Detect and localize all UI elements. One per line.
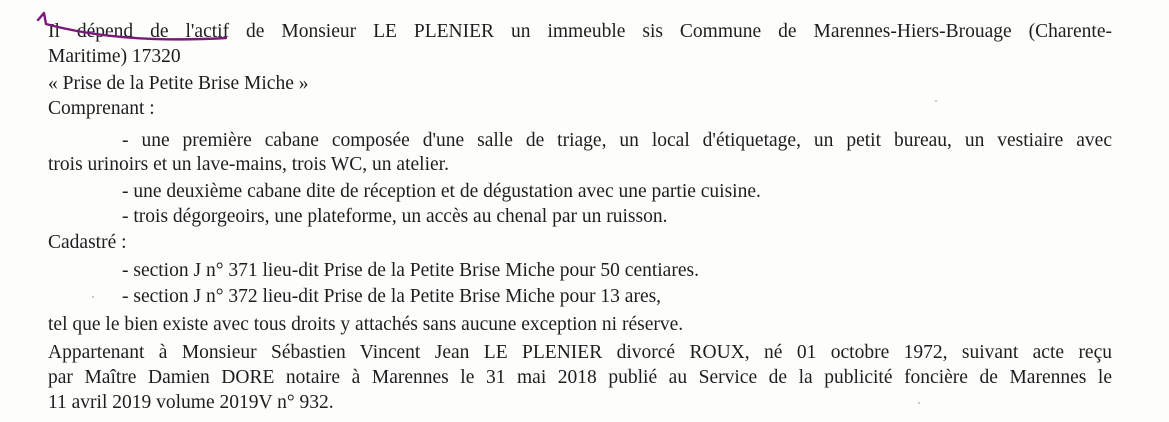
condition-line: tel que le bien existe avec tous droits y attachés sans aucune exception ni réserve. (48, 314, 684, 335)
item-2: - une deuxième cabane dite de réception et de dégustation avec une partie cuisine. (122, 181, 761, 202)
ownership-line-1: Appartenant à Monsieur Sébastien Vincent Jean LE PLENIER divorcé ROUX, né 01 octobre 1972, suivant acte reçu (48, 342, 1112, 363)
item-1-line-1: - une première cabane composée d'une salle de triage, un local d'étiquetage, un petit bureau, un vestiaire avec (122, 130, 1112, 151)
intro-line-2: Maritime) 17320 (48, 46, 181, 67)
cadastre-section-2: - section J n° 372 lieu-dit Prise de la Petite Brise Miche pour 13 ares, (122, 286, 662, 307)
property-name: « Prise de la Petite Brise Miche » (48, 73, 309, 94)
intro-line-1: Il dépend de l'actif de Monsieur LE PLENIER un immeuble sis Commune de Marennes-Hiers-Brouage (Charente- (48, 21, 1112, 42)
scan-speck (918, 402, 920, 404)
comprenant-label: Comprenant : (48, 98, 155, 119)
ownership-line-2: par Maître Damien DORE notaire à Marennes le 31 mai 2018 publié au Service de la publicité foncière de Marennes le (48, 367, 1112, 388)
ownership-line-3: 11 avril 2019 volume 2019V n° 932. (48, 392, 334, 413)
cadastre-section-1: - section J n° 371 lieu-dit Prise de la Petite Brise Miche pour 50 centiares. (122, 260, 699, 281)
item-1-line-2: trois urinoirs et un lave-mains, trois WC, un atelier. (48, 154, 449, 175)
cadastre-label: Cadastré : (48, 232, 127, 253)
scan-speck (92, 296, 94, 298)
scan-speck (935, 100, 937, 102)
item-3: - trois dégorgeoirs, une plateforme, un accès au chenal par un ruisson. (122, 206, 668, 227)
